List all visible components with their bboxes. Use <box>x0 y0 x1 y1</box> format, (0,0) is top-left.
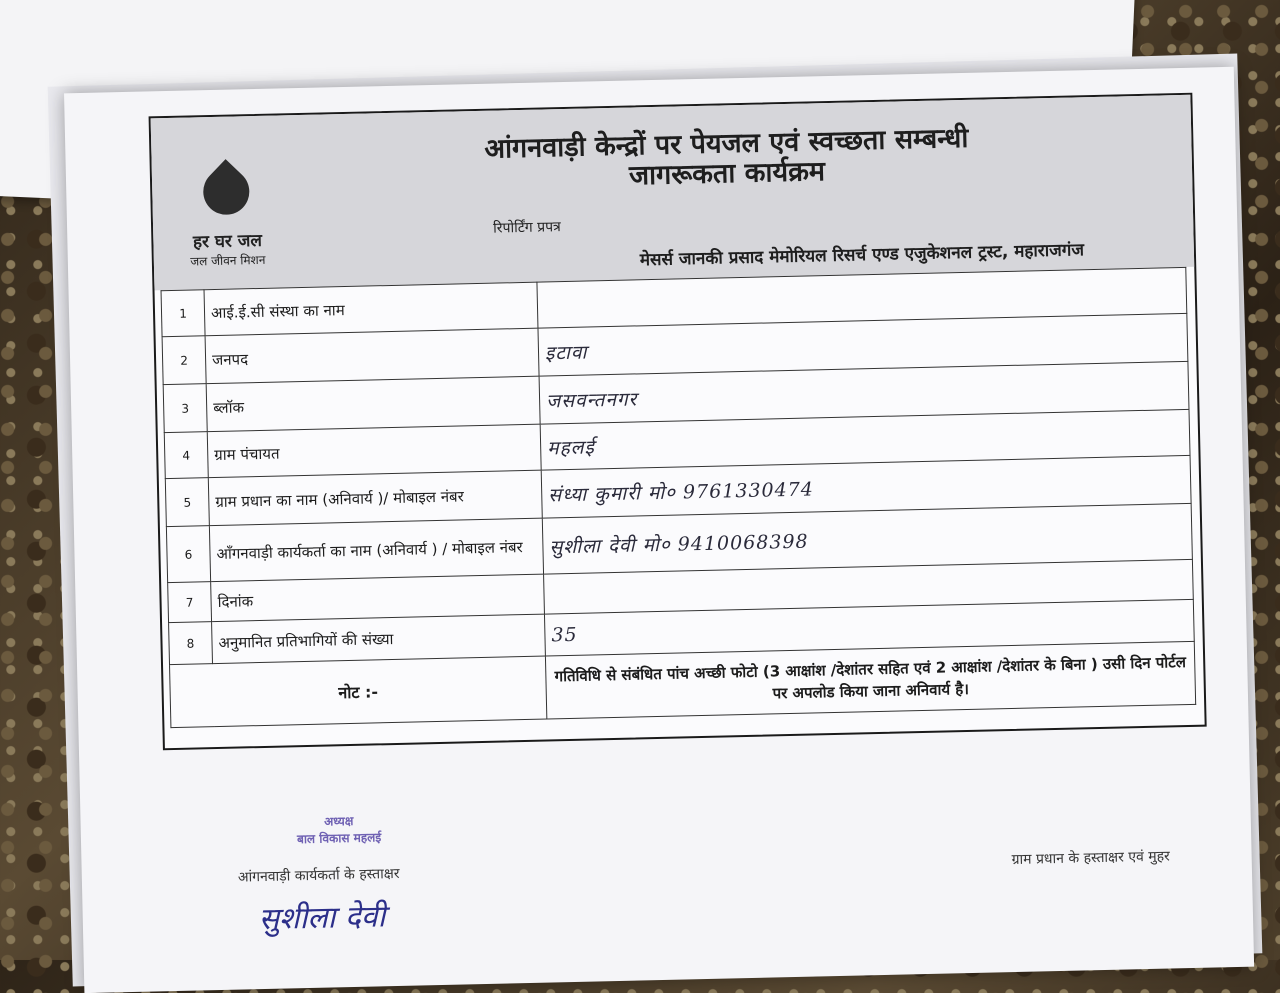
handwritten-signature: सुशीला देवी <box>258 899 386 938</box>
title-line1: आंगनवाड़ी केन्द्रों पर पेयजल एवं स्वच्छता सम्बन्धी <box>484 122 969 165</box>
water-drop-tap-icon <box>194 159 259 224</box>
row-label: दिनांक <box>211 574 545 622</box>
row-value: 35 <box>544 599 1194 656</box>
logo-line2: जल जीवन मिशन <box>190 252 266 269</box>
row-label: आई.ई.सी संस्था का नाम <box>204 282 538 336</box>
row-number: 6 <box>166 526 210 583</box>
row-number: 5 <box>165 478 209 527</box>
har-ghar-jal-logo <box>166 167 288 280</box>
row-label: जनपद <box>205 328 539 384</box>
stamp-line2: बाल विकास महलई <box>296 830 382 847</box>
row-label: आँगनवाड़ी कार्यकर्ता का नाम (अनिवार्य ) / मोबाइल नंबर <box>209 518 543 582</box>
row-label: अनुमानित प्रतिभागियों की संख्या <box>212 614 546 664</box>
details-table <box>161 267 1197 728</box>
form-frame <box>149 93 1207 751</box>
logo-line1: हर घर जल <box>192 230 263 253</box>
stamp-line1: अध्यक्ष <box>323 813 354 829</box>
row-number: 3 <box>163 384 207 433</box>
anganwadi-signature-label: आंगनवाड़ी कार्यकर्ता के हस्ताक्षर <box>237 865 400 886</box>
reporting-form-sheet <box>64 67 1254 993</box>
row-value: जसवन्तनगर <box>539 361 1189 424</box>
row-value: सुशीला देवी मो० 9410068398 <box>542 503 1192 574</box>
row-number: 7 <box>168 582 212 623</box>
form-subtitle: रिपोर्टिंग प्रपत्र <box>493 219 561 237</box>
pradhan-signature-label: ग्राम प्रधान के हस्ताक्षर एवं मुहर <box>1011 848 1170 869</box>
note-text: गतिविधि से संबंधित पांच अच्छी फोटो (3 आक्षांश /देशांतर सहित एवं 2 आक्षांश /देशांतर के बिना ) उसी दिन पोर्टल पर अपलोड किया जाना अनिवार्य है। <box>545 641 1195 719</box>
row-label: ग्राम पंचायत <box>207 424 541 478</box>
row-label: ग्राम प्रधान का नाम (अनिवार्य )/ मोबाइल नंबर <box>208 470 542 526</box>
organization-name: मेसर्स जानकी प्रसाद मेमोरियल रिसर्च एण्ड एजुकेशनल ट्रस्ट, महाराजगंज <box>639 240 1085 271</box>
official-stamp <box>296 811 381 847</box>
title-line2: जागरूकता कार्यक्रम <box>628 156 826 192</box>
row-number: 2 <box>162 336 206 385</box>
row-value: महलई <box>540 409 1190 470</box>
row-value: इटावा <box>538 313 1188 376</box>
row-number: 8 <box>169 622 213 665</box>
row-label: ब्लॉक <box>206 376 540 432</box>
row-number: 4 <box>164 432 208 479</box>
row-number: 1 <box>161 290 205 337</box>
row-value: संध्या कुमारी मो० 9761330474 <box>541 455 1191 518</box>
note-label: नोट :- <box>170 656 547 728</box>
